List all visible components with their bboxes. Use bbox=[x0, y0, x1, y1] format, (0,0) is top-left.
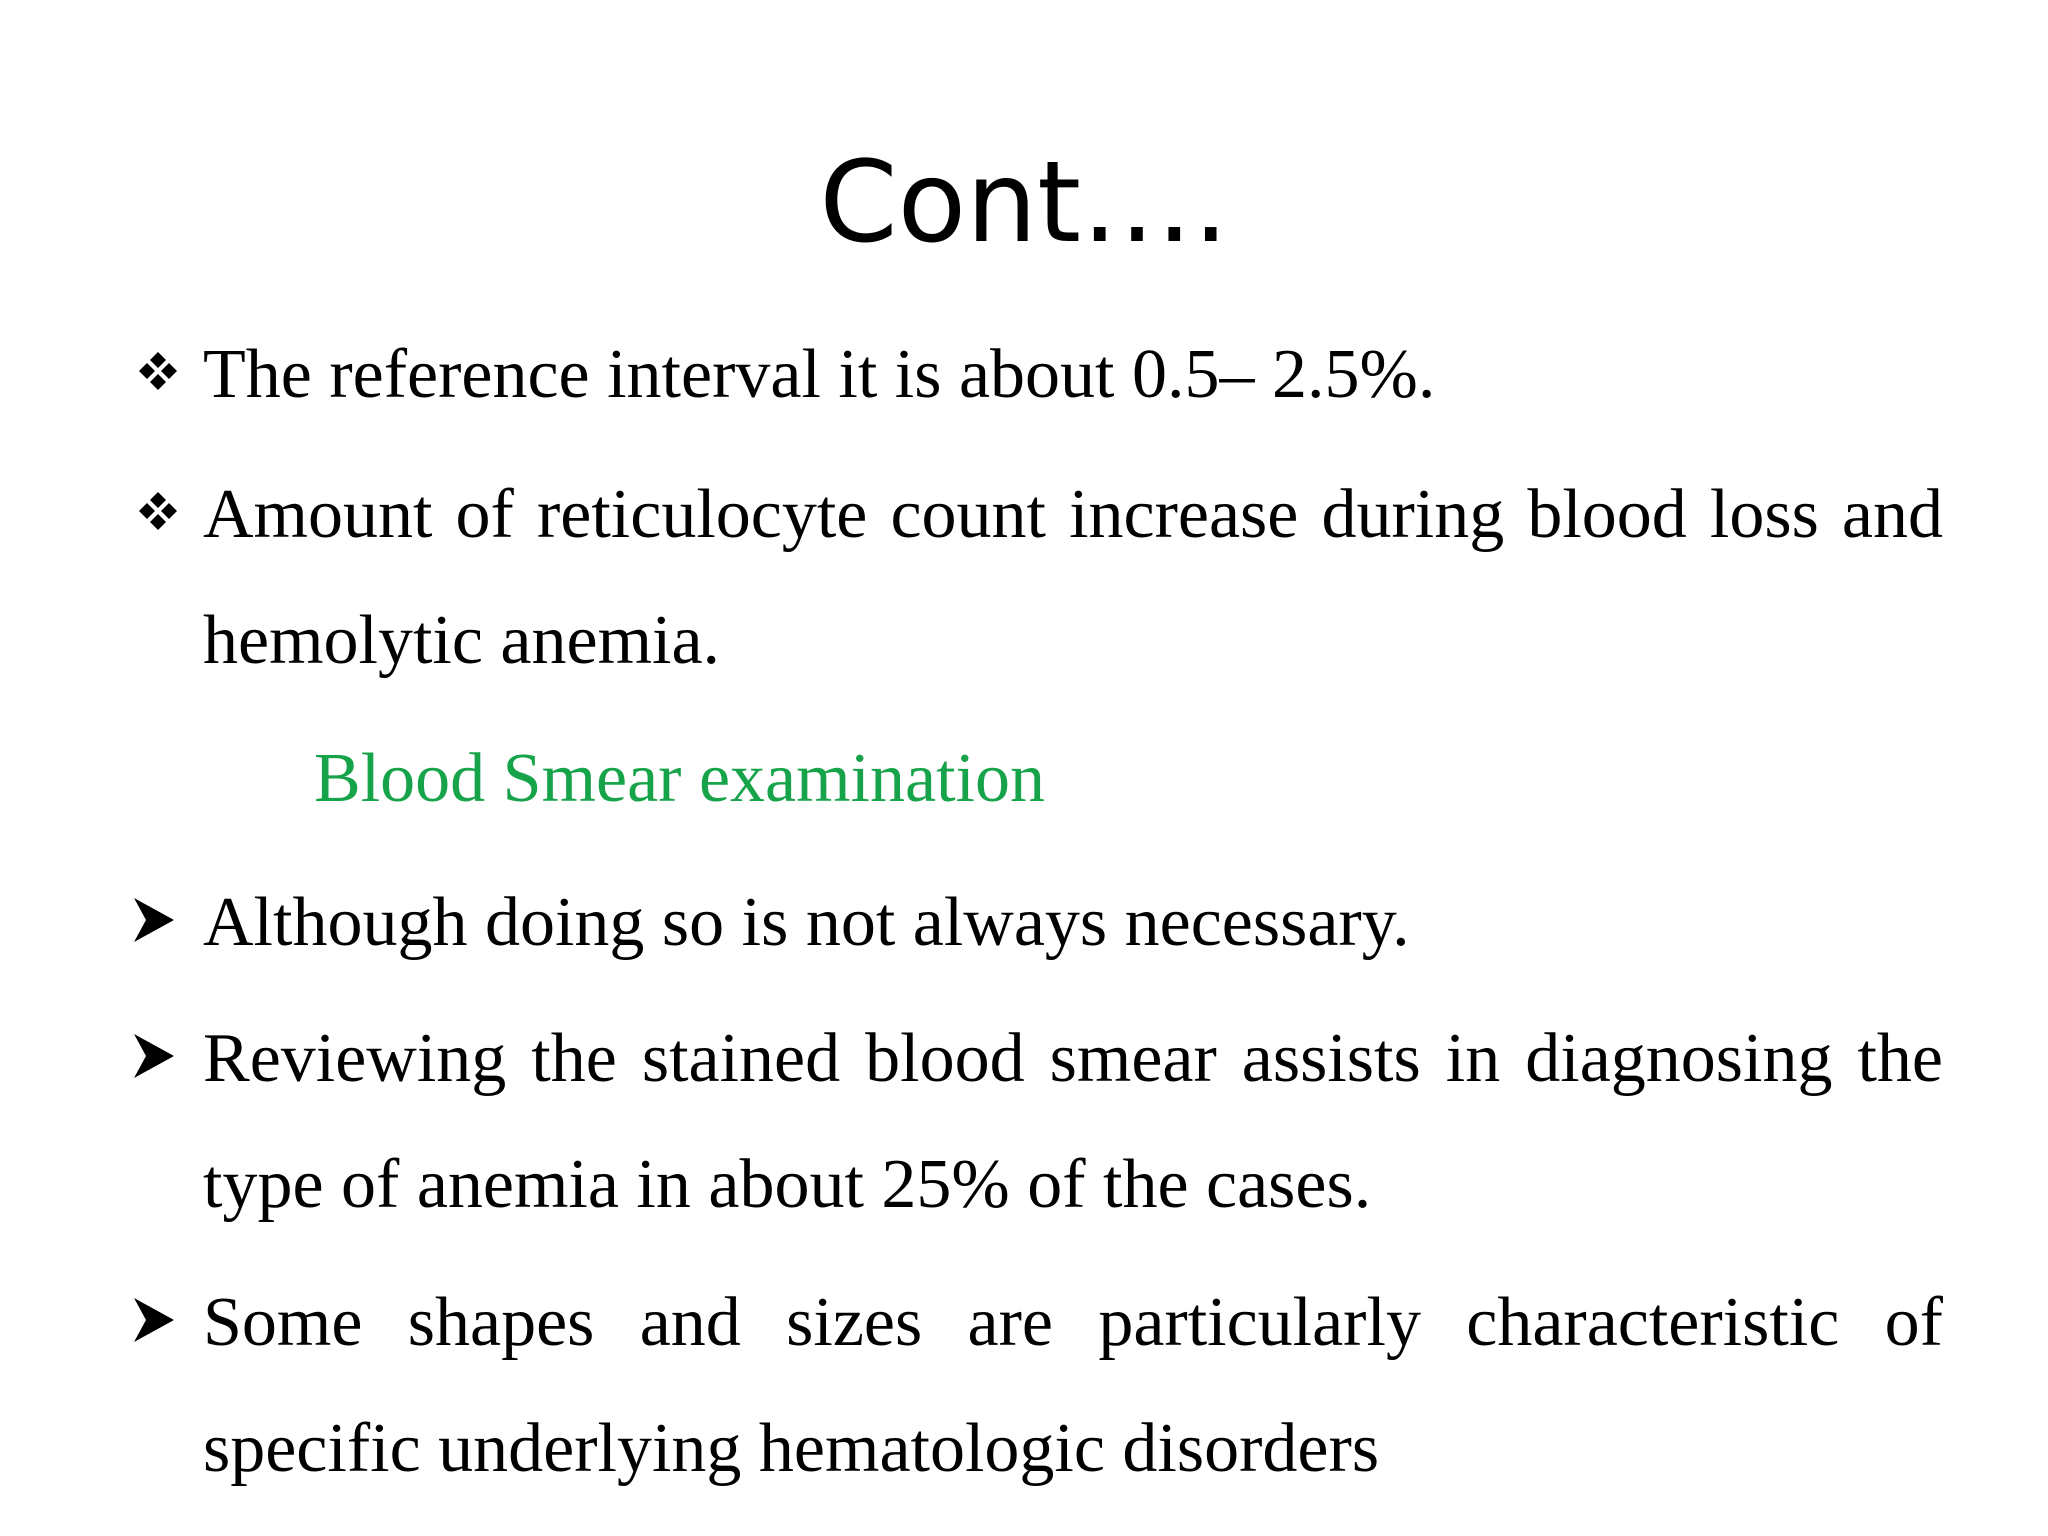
bullet-text: The reference interval it is about 0.5– 2.5%. bbox=[203, 336, 1436, 413]
four-diamond-bullet-icon bbox=[128, 312, 198, 438]
bullet-text: Reviewing the stained blood smear assists in diagnosing the type of anemia in about 25% of the cases. bbox=[203, 1020, 1943, 1223]
bullet-text: Amount of reticulocyte count increase during blood loss and hemolytic anemia. bbox=[203, 476, 1943, 679]
four-diamond-bullet-icon bbox=[128, 452, 198, 578]
slide-title: Cont…. bbox=[819, 138, 1229, 268]
arrowhead-bullet-icon bbox=[128, 1260, 198, 1386]
arrowhead-bullet-icon bbox=[128, 996, 198, 1122]
bullet-text: Although doing so is not always necessary. bbox=[203, 884, 1410, 961]
section-subheading: Blood Smear examination bbox=[314, 740, 1045, 817]
arrowhead-bullet-icon bbox=[128, 860, 198, 986]
bullet-text: Some shapes and sizes are particularly characteristic of specific underlying hematologic disorders bbox=[203, 1284, 1943, 1487]
